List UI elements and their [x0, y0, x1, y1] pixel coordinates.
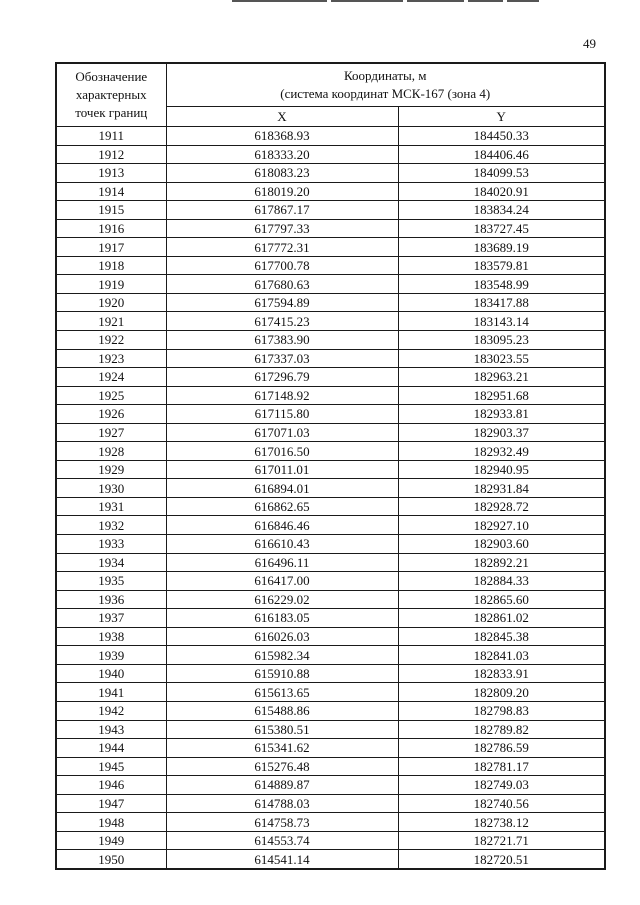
y-coordinate-cell: 182892.21 — [398, 553, 605, 572]
point-designation-cell: 1941 — [56, 683, 166, 702]
table-row — [56, 386, 605, 405]
coordinates-header — [166, 63, 605, 107]
table-row — [56, 331, 605, 350]
point-designation-cell: 1937 — [56, 609, 166, 628]
y-coordinate-cell: 182903.37 — [398, 423, 605, 442]
table-row — [56, 145, 605, 164]
point-designation-cell: 1950 — [56, 850, 166, 869]
x-coordinate-cell: 617700.78 — [166, 256, 398, 275]
x-coordinate-cell: 618333.20 — [166, 145, 398, 164]
x-coordinate-cell: 617016.50 — [166, 442, 398, 461]
coordinates-header-line: (система координат МСК-167 (зона 4) — [280, 86, 491, 101]
point-designation-cell: 1911 — [56, 127, 166, 146]
y-coordinate-cell: 182861.02 — [398, 609, 605, 628]
page-number: 49 — [583, 36, 596, 51]
point-designation-cell: 1939 — [56, 646, 166, 665]
point-designation-cell: 1932 — [56, 516, 166, 535]
header-rule — [407, 0, 464, 2]
table-row — [56, 405, 605, 424]
point-designation-cell: 1925 — [56, 386, 166, 405]
x-coordinate-cell: 617296.79 — [166, 368, 398, 387]
header-rule — [232, 0, 327, 2]
point-designation-cell: 1912 — [56, 145, 166, 164]
point-designation-cell: 1921 — [56, 312, 166, 331]
x-coordinate-cell: 617071.03 — [166, 423, 398, 442]
y-coordinate-cell: 182781.17 — [398, 757, 605, 776]
x-coordinate-cell: 617415.23 — [166, 312, 398, 331]
x-coordinate-cell: 617148.92 — [166, 386, 398, 405]
x-coordinate-cell: 617011.01 — [166, 460, 398, 479]
table-row — [56, 627, 605, 646]
point-designation-cell: 1940 — [56, 664, 166, 683]
header-rule — [331, 0, 403, 2]
y-coordinate-cell: 182833.91 — [398, 664, 605, 683]
coordinates-header-line: Координаты, м — [344, 68, 427, 83]
point-designation-cell: 1922 — [56, 331, 166, 350]
point-designation-cell: 1945 — [56, 757, 166, 776]
table-row — [56, 312, 605, 331]
point-designation-cell: 1935 — [56, 572, 166, 591]
point-designation-cell: 1927 — [56, 423, 166, 442]
x-coordinate-cell: 616026.03 — [166, 627, 398, 646]
y-coordinate-cell: 182951.68 — [398, 386, 605, 405]
y-coordinate-cell: 182720.51 — [398, 850, 605, 869]
table-row — [56, 201, 605, 220]
point-designation-cell: 1915 — [56, 201, 166, 220]
x-coordinate-cell: 614889.87 — [166, 776, 398, 795]
y-column-header: Y — [398, 107, 605, 127]
table-row — [56, 850, 605, 869]
table-row — [56, 720, 605, 739]
table-row — [56, 275, 605, 294]
table-row — [56, 219, 605, 238]
table-row — [56, 182, 605, 201]
table-row — [56, 256, 605, 275]
x-coordinate-cell: 617867.17 — [166, 201, 398, 220]
x-coordinate-cell: 617594.89 — [166, 293, 398, 312]
point-designation-header — [56, 63, 166, 127]
y-coordinate-cell: 184099.53 — [398, 164, 605, 183]
x-coordinate-cell: 615613.65 — [166, 683, 398, 702]
x-coordinate-cell: 616229.02 — [166, 590, 398, 609]
y-coordinate-cell: 183548.99 — [398, 275, 605, 294]
point-designation-cell: 1942 — [56, 701, 166, 720]
y-coordinate-cell: 182749.03 — [398, 776, 605, 795]
point-designation-cell: 1917 — [56, 238, 166, 257]
x-coordinate-cell: 616496.11 — [166, 553, 398, 572]
x-coordinate-cell: 615982.34 — [166, 646, 398, 665]
table-row — [56, 664, 605, 683]
x-coordinate-cell: 616610.43 — [166, 535, 398, 554]
y-coordinate-cell: 183727.45 — [398, 219, 605, 238]
y-coordinate-cell: 183579.81 — [398, 256, 605, 275]
table-row — [56, 127, 605, 146]
y-coordinate-cell: 183143.14 — [398, 312, 605, 331]
point-designation-cell: 1916 — [56, 219, 166, 238]
x-coordinate-cell: 615910.88 — [166, 664, 398, 683]
y-coordinate-cell: 182940.95 — [398, 460, 605, 479]
point-designation-cell: 1930 — [56, 479, 166, 498]
table-row — [56, 572, 605, 591]
x-coordinate-cell: 615380.51 — [166, 720, 398, 739]
table-row — [56, 590, 605, 609]
point-designation-cell: 1924 — [56, 368, 166, 387]
x-coordinate-cell: 614758.73 — [166, 813, 398, 832]
table-row — [56, 701, 605, 720]
x-coordinate-cell: 617680.63 — [166, 275, 398, 294]
point-designation-cell: 1949 — [56, 831, 166, 850]
y-coordinate-cell: 182865.60 — [398, 590, 605, 609]
x-coordinate-cell: 614553.74 — [166, 831, 398, 850]
y-coordinate-cell: 182928.72 — [398, 497, 605, 516]
y-coordinate-cell: 182932.49 — [398, 442, 605, 461]
table-row — [56, 739, 605, 758]
x-coordinate-cell: 616894.01 — [166, 479, 398, 498]
point-designation-cell: 1919 — [56, 275, 166, 294]
x-coordinate-cell: 614788.03 — [166, 794, 398, 813]
point-designation-cell: 1920 — [56, 293, 166, 312]
point-header-line: характерных — [75, 87, 147, 102]
y-coordinate-cell: 184406.46 — [398, 145, 605, 164]
table-row — [56, 497, 605, 516]
point-designation-cell: 1943 — [56, 720, 166, 739]
table-body — [56, 127, 605, 869]
y-coordinate-cell: 182933.81 — [398, 405, 605, 424]
table-row — [56, 516, 605, 535]
table-row — [56, 368, 605, 387]
point-designation-cell: 1923 — [56, 349, 166, 368]
point-designation-cell: 1934 — [56, 553, 166, 572]
x-coordinate-cell: 615276.48 — [166, 757, 398, 776]
y-coordinate-cell: 182841.03 — [398, 646, 605, 665]
table-row — [56, 293, 605, 312]
y-coordinate-cell: 183023.55 — [398, 349, 605, 368]
x-coordinate-cell: 617772.31 — [166, 238, 398, 257]
x-coordinate-cell: 617383.90 — [166, 331, 398, 350]
y-coordinate-cell: 182845.38 — [398, 627, 605, 646]
x-coordinate-cell: 616183.05 — [166, 609, 398, 628]
point-designation-cell: 1914 — [56, 182, 166, 201]
x-coordinate-cell: 618019.20 — [166, 182, 398, 201]
coordinates-table — [55, 62, 606, 870]
table-row — [56, 460, 605, 479]
y-coordinate-cell: 182740.56 — [398, 794, 605, 813]
y-coordinate-cell: 182927.10 — [398, 516, 605, 535]
y-coordinate-cell: 182721.71 — [398, 831, 605, 850]
table-row — [56, 553, 605, 572]
y-coordinate-cell: 184020.91 — [398, 182, 605, 201]
point-designation-cell: 1944 — [56, 739, 166, 758]
point-designation-cell: 1936 — [56, 590, 166, 609]
table-row — [56, 442, 605, 461]
table-row — [56, 646, 605, 665]
point-designation-cell: 1938 — [56, 627, 166, 646]
x-coordinate-cell: 616846.46 — [166, 516, 398, 535]
y-coordinate-cell: 182884.33 — [398, 572, 605, 591]
y-coordinate-cell: 184450.33 — [398, 127, 605, 146]
y-coordinate-cell: 182789.82 — [398, 720, 605, 739]
point-header-line: точек границ — [75, 105, 148, 120]
table-row — [56, 479, 605, 498]
table-row — [56, 831, 605, 850]
x-coordinate-cell: 616862.65 — [166, 497, 398, 516]
table-row — [56, 349, 605, 368]
table-row — [56, 423, 605, 442]
y-coordinate-cell: 182786.59 — [398, 739, 605, 758]
point-designation-cell: 1948 — [56, 813, 166, 832]
y-coordinate-cell: 182738.12 — [398, 813, 605, 832]
y-coordinate-cell: 182809.20 — [398, 683, 605, 702]
x-coordinate-cell: 615488.86 — [166, 701, 398, 720]
table-row — [56, 164, 605, 183]
point-designation-cell: 1946 — [56, 776, 166, 795]
point-designation-cell: 1928 — [56, 442, 166, 461]
x-coordinate-cell: 616417.00 — [166, 572, 398, 591]
point-designation-cell: 1947 — [56, 794, 166, 813]
point-designation-cell: 1926 — [56, 405, 166, 424]
y-coordinate-cell: 182798.83 — [398, 701, 605, 720]
y-coordinate-cell: 182903.60 — [398, 535, 605, 554]
table-row — [56, 813, 605, 832]
table-row — [56, 238, 605, 257]
table-row — [56, 535, 605, 554]
point-designation-cell: 1918 — [56, 256, 166, 275]
point-designation-cell: 1931 — [56, 497, 166, 516]
point-designation-cell: 1913 — [56, 164, 166, 183]
y-coordinate-cell: 183834.24 — [398, 201, 605, 220]
y-coordinate-cell: 183689.19 — [398, 238, 605, 257]
header-rule — [507, 0, 539, 2]
x-column-header: X — [166, 107, 398, 127]
y-coordinate-cell: 183095.23 — [398, 331, 605, 350]
header-rule — [468, 0, 503, 2]
table-row — [56, 609, 605, 628]
x-coordinate-cell: 617337.03 — [166, 349, 398, 368]
x-coordinate-cell: 614541.14 — [166, 850, 398, 869]
point-header-line: Обозначение — [75, 69, 148, 84]
x-coordinate-cell: 618083.23 — [166, 164, 398, 183]
table-row — [56, 794, 605, 813]
y-coordinate-cell: 182963.21 — [398, 368, 605, 387]
table-header — [56, 63, 605, 127]
table-row — [56, 757, 605, 776]
x-coordinate-cell: 617115.80 — [166, 405, 398, 424]
point-designation-cell: 1929 — [56, 460, 166, 479]
x-coordinate-cell: 615341.62 — [166, 739, 398, 758]
x-coordinate-cell: 617797.33 — [166, 219, 398, 238]
x-coordinate-cell: 618368.93 — [166, 127, 398, 146]
table-row — [56, 776, 605, 795]
table-row — [56, 683, 605, 702]
top-header-rules — [0, 0, 640, 4]
y-coordinate-cell: 182931.84 — [398, 479, 605, 498]
y-coordinate-cell: 183417.88 — [398, 293, 605, 312]
point-designation-cell: 1933 — [56, 535, 166, 554]
